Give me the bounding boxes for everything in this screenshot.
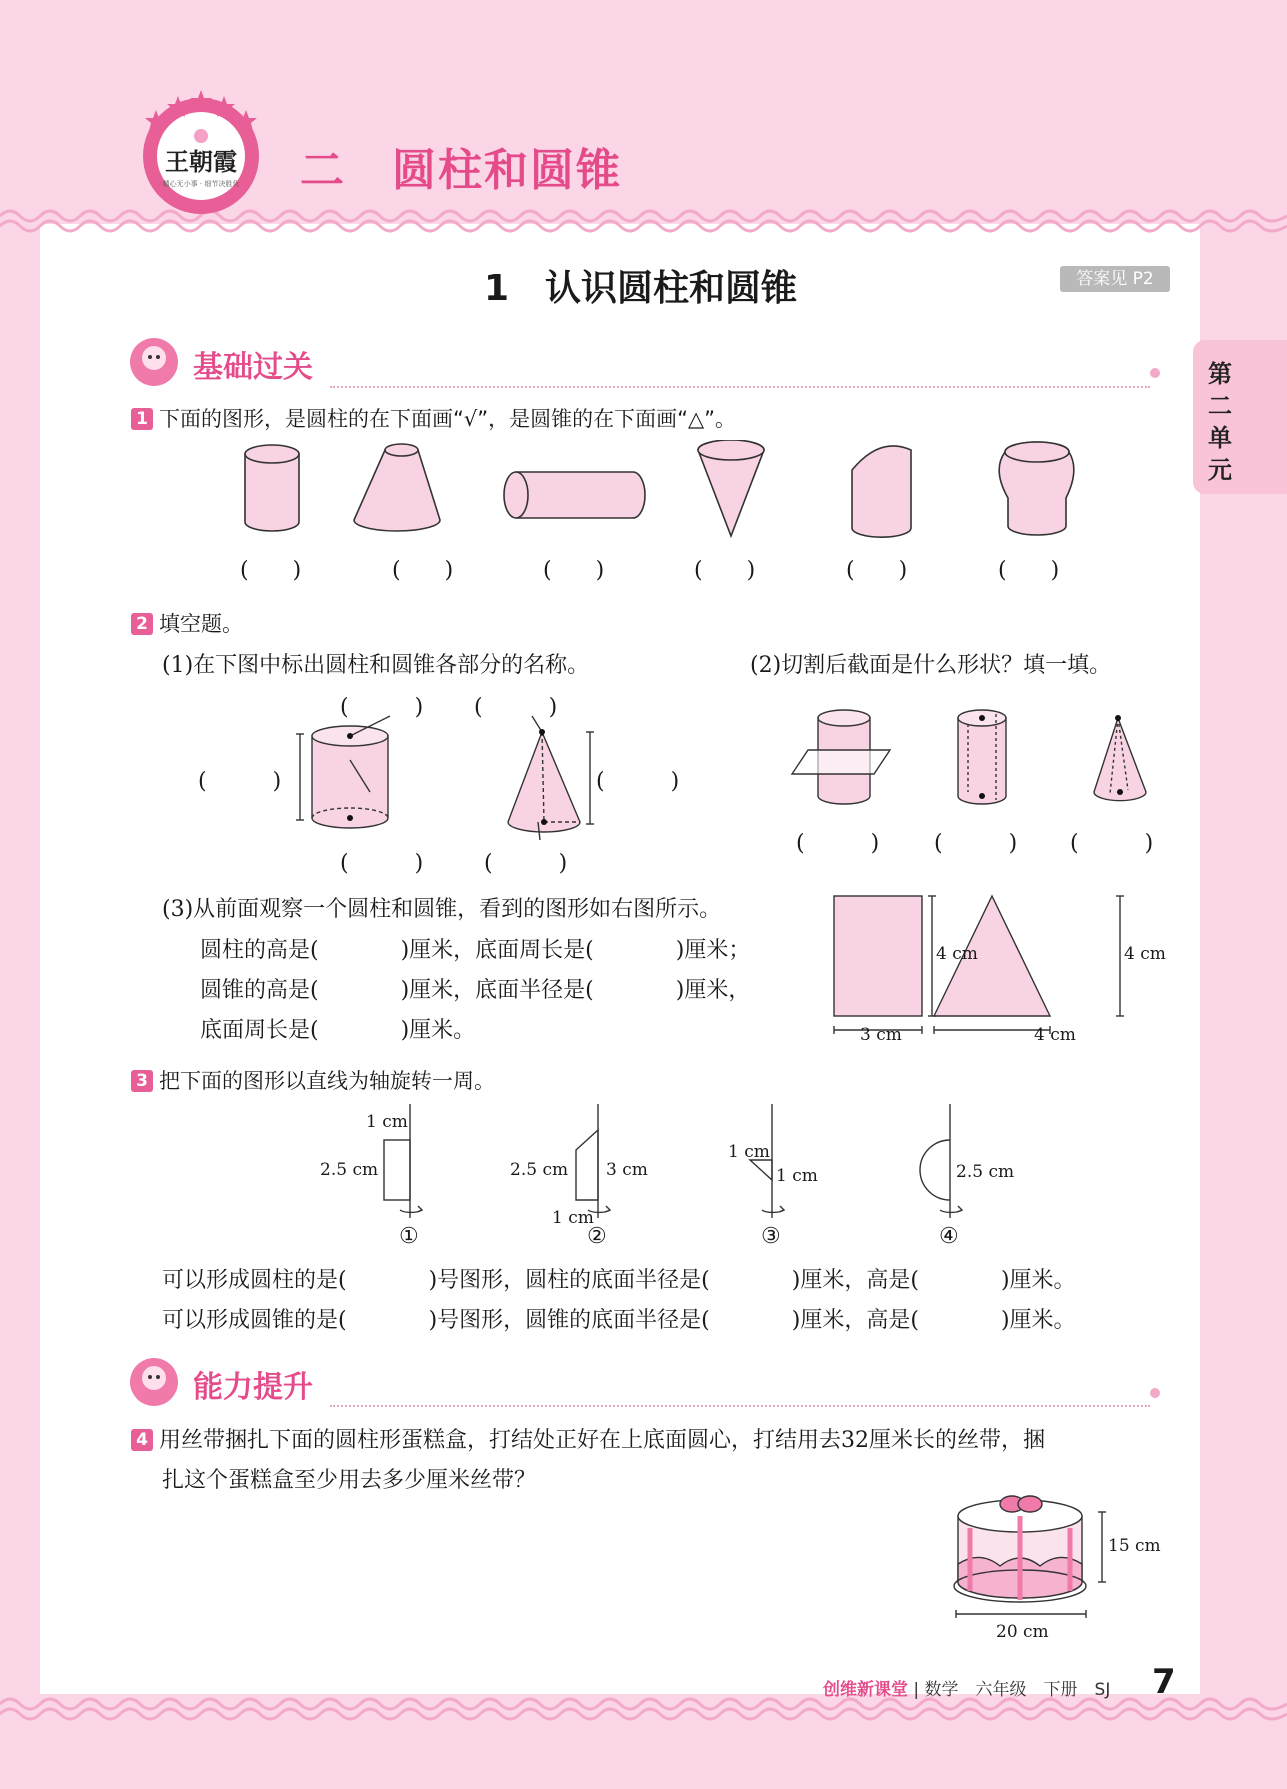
q1-answer-blank-3[interactable]: ( ) bbox=[543, 558, 605, 583]
q2-cut-blank-1[interactable]: ( ) bbox=[796, 831, 880, 856]
fig2-left-label: 2.5 cm bbox=[510, 1160, 569, 1180]
cake-diameter-label: 20 cm bbox=[996, 1622, 1049, 1642]
question-2-number: 2 bbox=[131, 613, 153, 635]
fig3-right-label: 1 cm bbox=[776, 1166, 818, 1186]
q2-blank-bottom-1[interactable]: ( ) bbox=[340, 851, 424, 876]
logo-motto: 精心无小事 · 细节决胜负 bbox=[162, 180, 240, 188]
fig2-bottom-label: 1 cm bbox=[552, 1208, 594, 1228]
rect-width-label: 3 cm bbox=[860, 1025, 902, 1045]
answer-reference-badge: 答案见 P2 bbox=[1060, 266, 1170, 292]
fig1-height-label: 2.5 cm bbox=[320, 1160, 379, 1180]
q2-blank-right[interactable]: ( ) bbox=[596, 769, 680, 794]
fig3-top-label: 1 cm bbox=[728, 1142, 770, 1162]
q1-answer-blank-4[interactable]: ( ) bbox=[694, 558, 756, 583]
unit-title: 二 圆柱和圆锥 bbox=[300, 145, 622, 196]
question-2-text: 填空题。 bbox=[159, 612, 243, 636]
q2-cut-blank-2[interactable]: ( ) bbox=[934, 831, 1018, 856]
lesson-title: 1 认识圆柱和圆锥 bbox=[484, 268, 798, 309]
question-2 bbox=[131, 608, 243, 638]
section-advanced-divider bbox=[330, 1405, 1150, 1407]
question-4-line2: 扎这个蛋糕盒至少用去多少厘米丝带？ bbox=[162, 1468, 537, 1493]
q3-line1: 可以形成圆柱的是( )号图形，圆柱的底面半径是( )厘米，高是( )厘米。 bbox=[162, 1268, 1076, 1293]
q2-part1-text: (1)在下图中标出圆柱和圆锥各部分的名称。 bbox=[162, 653, 590, 678]
q1-answer-blank-6[interactable]: ( ) bbox=[998, 558, 1060, 583]
question-4-number: 4 bbox=[131, 1429, 153, 1451]
question-1-number: 1 bbox=[131, 408, 153, 430]
question-1 bbox=[131, 403, 736, 433]
triangle-height-label: 4 cm bbox=[1124, 944, 1166, 964]
q2-blank-left[interactable]: ( ) bbox=[198, 769, 282, 794]
q2-part2-text: (2)切割后截面是什么形状？填一填。 bbox=[750, 653, 1112, 678]
side-tab-label: 第二单元 bbox=[1208, 360, 1232, 484]
fig2-right-label: 3 cm bbox=[606, 1160, 648, 1180]
q1-answer-blank-5[interactable]: ( ) bbox=[846, 558, 908, 583]
question-1-text: 下面的图形，是圆柱的在下面画“√”，是圆锥的在下面画“△”。 bbox=[159, 407, 737, 431]
q2-blank-bottom-2[interactable]: ( ) bbox=[484, 851, 568, 876]
footer-info bbox=[823, 1675, 1110, 1700]
q1-answer-blank-2[interactable]: ( ) bbox=[392, 558, 454, 583]
footer-separator: | bbox=[913, 1680, 920, 1700]
question-3-text: 把下面的图形以直线为轴旋转一周。 bbox=[159, 1069, 495, 1093]
q2-part3-line2: 圆锥的高是( )厘米，底面半径是( )厘米， bbox=[200, 978, 751, 1003]
q3-rotation-figures bbox=[370, 1100, 1010, 1235]
footer-brand: 创维新课堂 bbox=[823, 1680, 908, 1700]
q2-cut-shapes bbox=[790, 704, 1180, 814]
q2-blank-top-1[interactable]: ( ) bbox=[340, 695, 424, 720]
question-3 bbox=[131, 1065, 495, 1095]
mascot-icon bbox=[128, 1356, 180, 1408]
q1-shapes bbox=[230, 440, 1100, 540]
q2-labeled-cylinder-cone bbox=[290, 710, 610, 850]
logo-name: 王朝霞 bbox=[165, 147, 237, 176]
q2-part3-line1: 圆柱的高是( )厘米，底面周长是( )厘米； bbox=[200, 938, 751, 963]
rect-height-label: 4 cm bbox=[936, 944, 978, 964]
q2-part3-text: (3)从前面观察一个圆柱和圆锥，看到的图形如右图所示。 bbox=[162, 897, 722, 922]
divider-dot-icon bbox=[1150, 1388, 1160, 1398]
q3-line2: 可以形成圆锥的是( )号图形，圆锥的底面半径是( )厘米，高是( )厘米。 bbox=[162, 1308, 1076, 1333]
fig2-number: ② bbox=[587, 1224, 607, 1249]
question-4-line1: 用丝带捆扎下面的圆柱形蛋糕盒，打结处正好在上底面圆心，打结用去32厘米长的丝带，捆 bbox=[159, 1428, 1045, 1453]
footer-book-info: 数学 六年级 下册 SJ bbox=[924, 1680, 1111, 1700]
fig1-top-label: 1 cm bbox=[366, 1112, 408, 1132]
fig4-radius-label: 2.5 cm bbox=[956, 1162, 1015, 1182]
cake-height-label: 15 cm bbox=[1108, 1536, 1161, 1556]
fig3-number: ③ bbox=[761, 1224, 781, 1249]
logo-seal bbox=[136, 88, 266, 218]
mascot-icon bbox=[128, 336, 180, 388]
question-4 bbox=[131, 1423, 1045, 1454]
section-advanced-title: 能力提升 bbox=[193, 1370, 313, 1405]
section-basic-divider bbox=[330, 386, 1150, 388]
question-3-number: 3 bbox=[131, 1070, 153, 1092]
q2-blank-top-2[interactable]: ( ) bbox=[474, 695, 558, 720]
triangle-width-label: 4 cm bbox=[1034, 1025, 1076, 1045]
q1-answer-blank-1[interactable]: ( ) bbox=[240, 558, 302, 583]
q2-cut-blank-3[interactable]: ( ) bbox=[1070, 831, 1154, 856]
page-number: 7 bbox=[1152, 1662, 1176, 1702]
section-basic-title: 基础过关 bbox=[193, 350, 313, 385]
divider-dot-icon bbox=[1150, 368, 1160, 378]
cake-box-illustration bbox=[950, 1476, 1120, 1626]
fig4-number: ④ bbox=[939, 1224, 959, 1249]
q2-part3-line3: 底面周长是( )厘米。 bbox=[200, 1018, 476, 1043]
fig1-number: ① bbox=[399, 1224, 419, 1249]
